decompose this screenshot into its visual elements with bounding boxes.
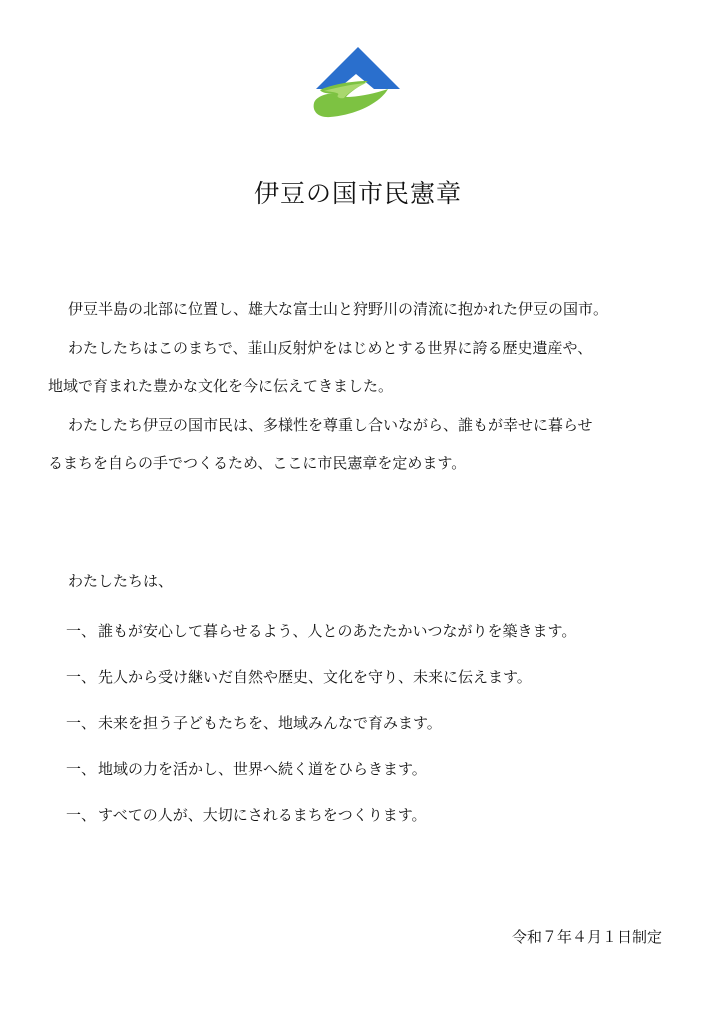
pledge-text: 誰もが安心して暮らせるよう、人とのあたたかいつながりを築きます。 [98, 622, 577, 640]
pledge-mark: 一、 [66, 760, 97, 778]
pledge-mark: 一、 [66, 668, 97, 686]
page-title: 伊豆の国市民憲章 [253, 179, 462, 208]
enactment-date: 令和７年４月１日制定 [511, 928, 662, 946]
preamble-line: 伊豆半島の北部に位置し、雄大な富士山と狩野川の清流に抱かれた伊豆の国市。 [68, 300, 609, 318]
preamble [48, 290, 688, 483]
pledge-mark: 一、 [66, 806, 97, 824]
pledge-text: 未来を担う子どもたちを、地域みんなで育みます。 [98, 714, 442, 732]
city-emblem-icon [310, 47, 405, 119]
preamble-line: 地域で育まれた豊かな文化を今に伝えてきました。 [48, 377, 394, 395]
preamble-line: るまちを自らの手でつくるため、ここに市民憲章を定めます。 [48, 454, 467, 472]
pledge-item [66, 612, 576, 658]
pledge-text: 先人から受け継いだ自然や歴史、文化を守り、未来に伝えます。 [98, 668, 532, 686]
pledge-intro: わたしたちは、 [68, 572, 174, 590]
pledge-mark: 一、 [66, 622, 97, 640]
preamble-line: わたしたちはこのまちで、韮山反射炉をはじめとする世界に誇る歴史遺産や、 [68, 338, 593, 357]
pledge-mark: 一、 [66, 714, 97, 732]
pledge-item [66, 750, 576, 796]
pledge-item [66, 796, 576, 842]
pledge-item [66, 658, 576, 704]
pledge-text: すべての人が、大切にされるまちをつくります。 [98, 806, 427, 824]
preamble-line: わたしたち伊豆の国市民は、多様性を尊重し合いながら、誰もが幸せに暮らせ [68, 415, 593, 434]
city-emblem-logo [310, 47, 405, 119]
pledge-list [66, 612, 576, 842]
pledge-item [66, 704, 576, 750]
pledge-text: 地域の力を活かし、世界へ続く道をひらきます。 [98, 760, 427, 778]
